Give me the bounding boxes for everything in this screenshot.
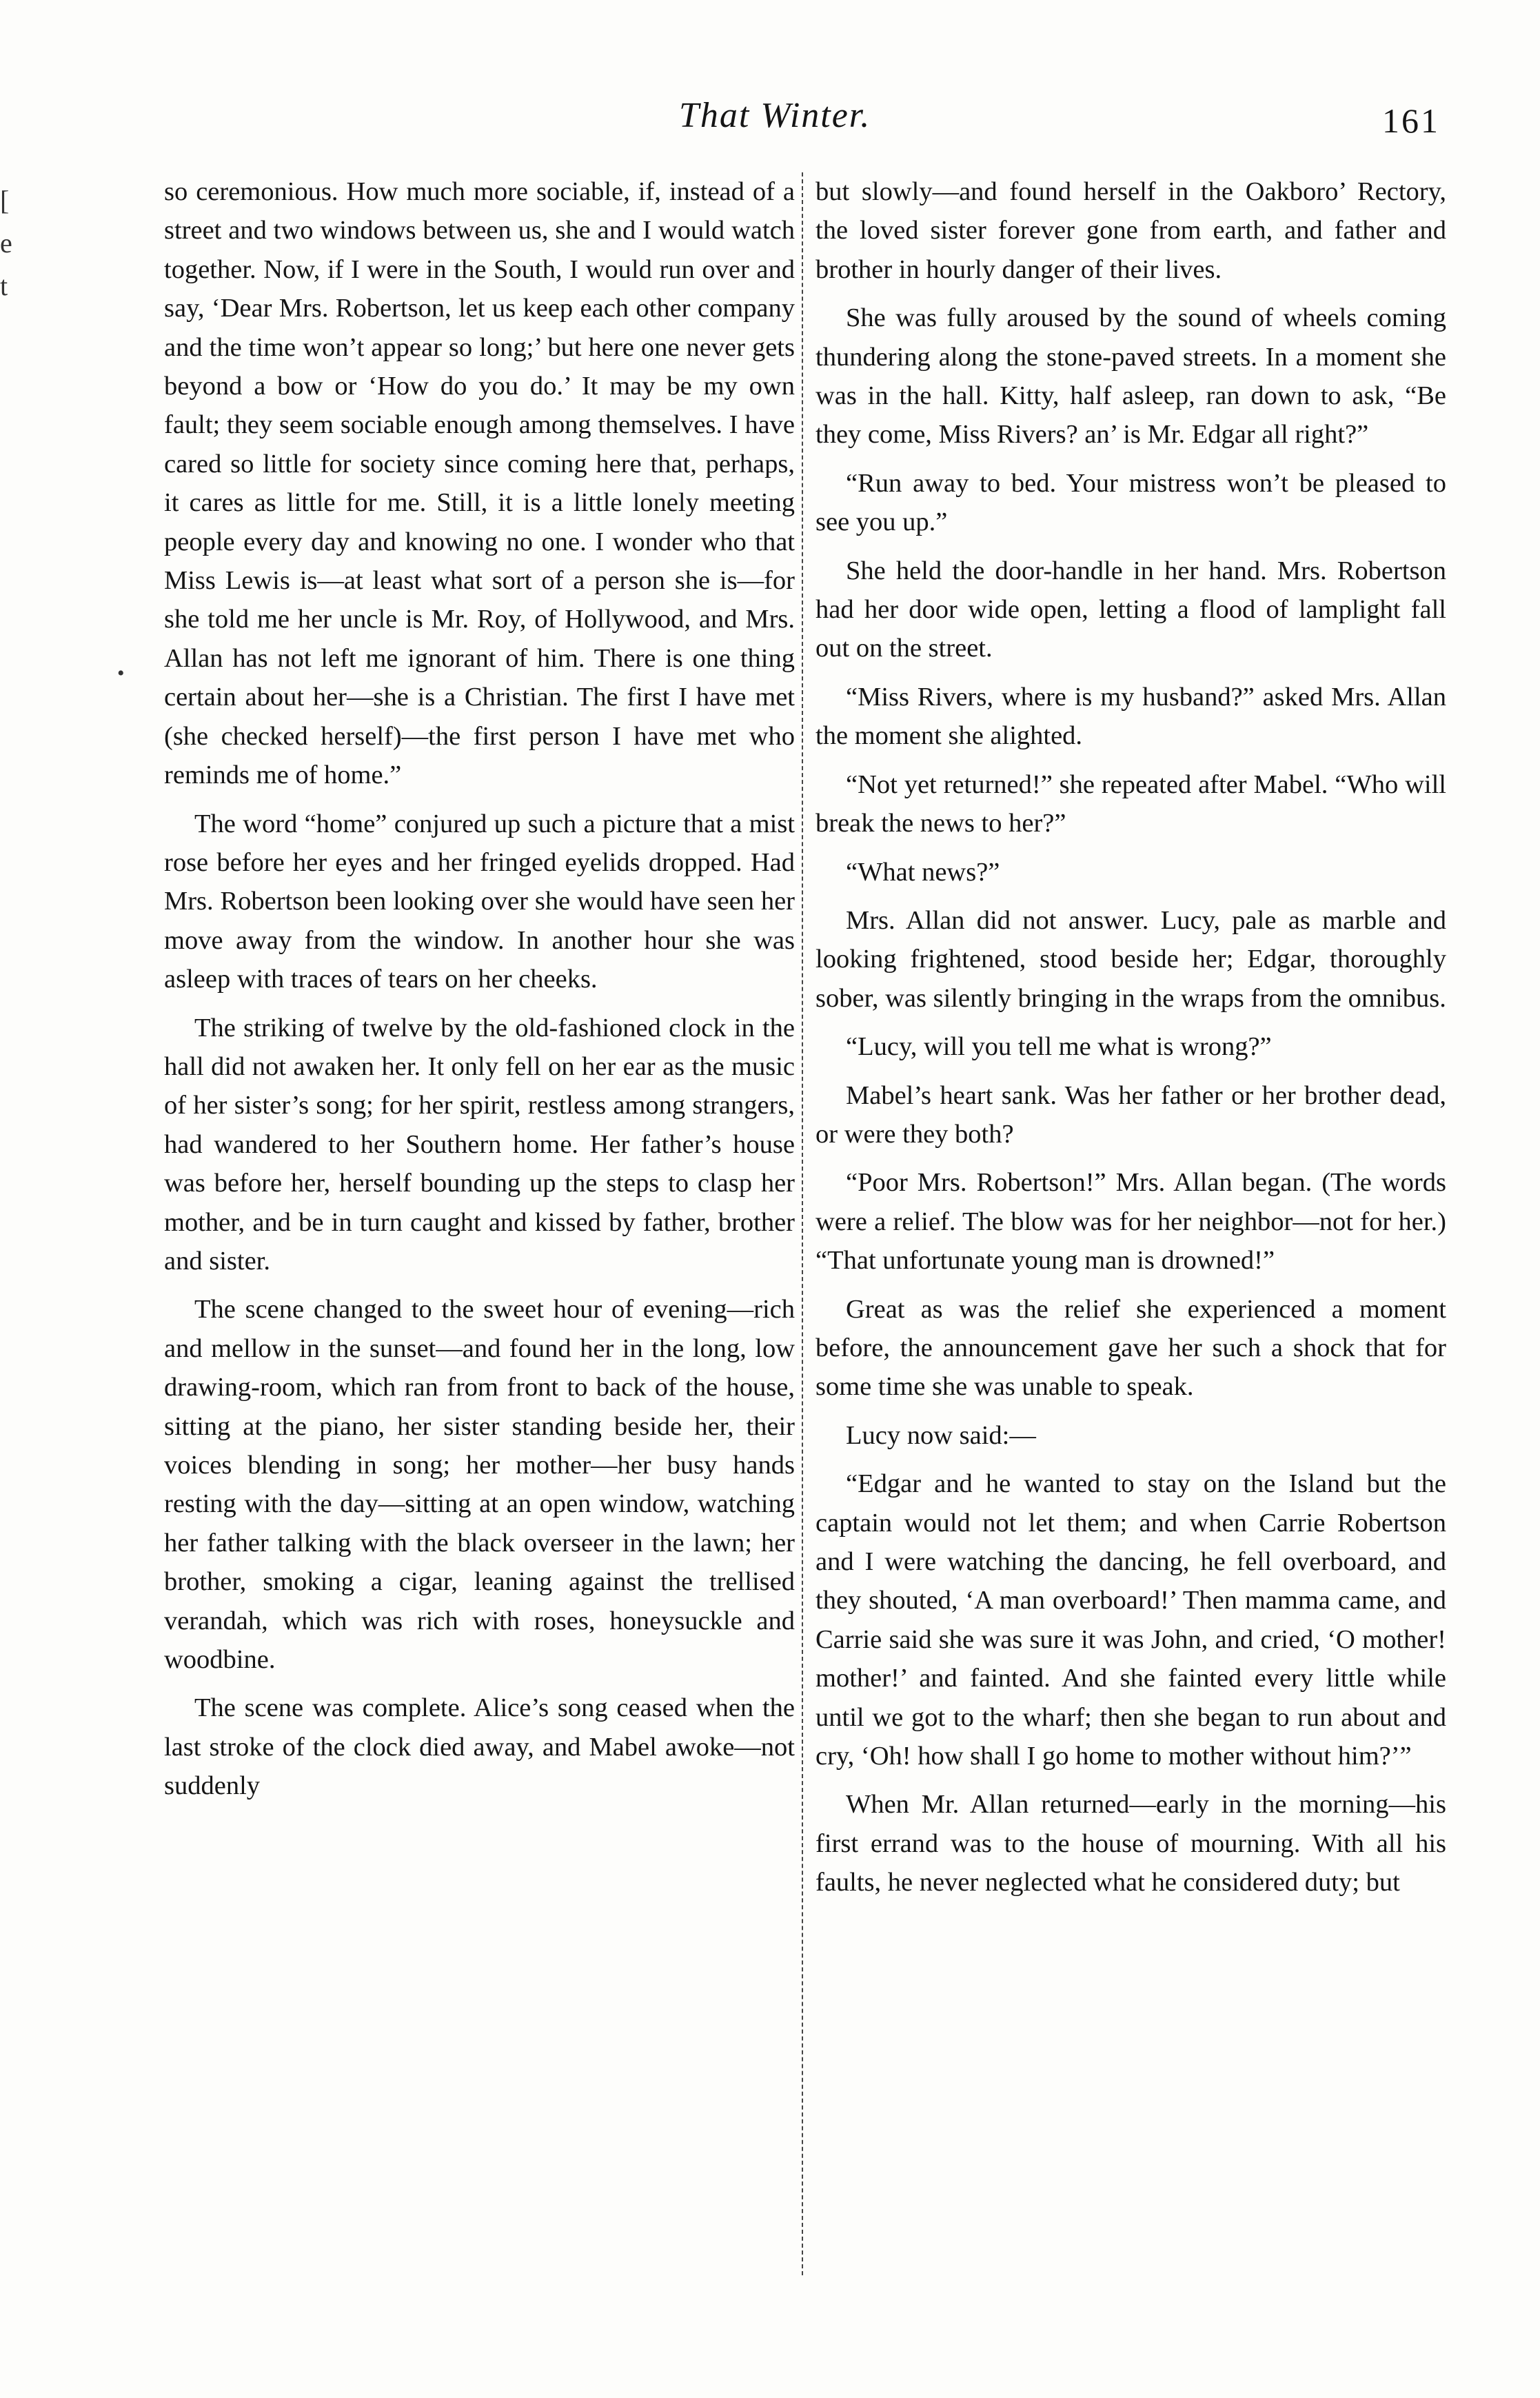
paragraph: Mabel’s heart sank. Was her father or her brother dead, or were they both? — [815, 1080, 1446, 1149]
column-divider — [802, 172, 803, 2275]
paragraph: “What news?” — [846, 857, 1000, 887]
gutter-mark: [ — [0, 185, 10, 216]
paragraph: “Run away to bed. Your mistress won’t be pleased to see you up.” — [815, 468, 1446, 537]
paragraph: but slowly—and found herself in the Oakboro’ Rectory, the loved sister forever gone from earth, and father and brother in hourly danger of their lives. — [815, 177, 1446, 284]
paragraph: “Poor Mrs. Robertson!” Mrs. Allan began. (The words were a relief. The blow was for her neighbor—not for her.) “That unfortunate young man is drowned!” — [815, 1168, 1446, 1276]
left-column — [164, 172, 795, 1815]
paragraph: The scene was complete. Alice’s song ceased when the last stroke of the clock died away, and Mabel awoke—not suddenly — [164, 1693, 795, 1801]
right-column — [815, 172, 1446, 1912]
paragraph: so ceremonious. How much more sociable, if, instead of a street and two windows between us, she and I would watch together. Now, if I were in the South, I would run over and say, ‘Dear Mrs. Robertson, let us keep each other company and the time won’t appear so long;’ but here one never gets beyond a bow or ‘How do you do.’ It may be my own fault; they seem sociable enough among themselves. I have cared so little for society since coming here that, perhaps, it cares as little for me. Still, it is a little lonely meeting people every day and knowing no one. I wonder who that Miss Lewis is—at least what sort of a person she is—for she told me her uncle is Mr. Roy, of Hollywood, and Mrs. Allan has not left me ignorant of him. There is one thing certain about her—she is a Christian. The first I have met (she checked herself)—the first person I have met who reminds me of home.” — [164, 177, 795, 790]
paragraph: The scene changed to the sweet hour of evening—rich and mellow in the sunset—and found her in the long, low drawing-room, which ran from front to back of the house, sitting at the piano, her sister standing beside her, their voices blending in song; her mother—her busy hands resting with the day—sitting at an open window, watching her father talking with the black overseer in the lawn; her brother, smoking a cigar, leaning against the trellised verandah, which was rich with roses, honeysuckle and woodbine. — [164, 1295, 795, 1675]
paragraph: “Not yet returned!” she repeated after Mabel. “Who will break the news to her?” — [815, 769, 1446, 838]
gutter-mark: e — [0, 228, 12, 259]
paragraph: Mrs. Allan did not answer. Lucy, pale as marble and looking frightened, stood beside her; Edgar, thoroughly sober, was silently bringing in the wraps from the omnibus. — [815, 905, 1446, 1013]
paragraph: “Miss Rivers, where is my husband?” asked Mrs. Allan the moment she alighted. — [815, 682, 1446, 751]
paragraph: The word “home” conjured up such a picture that a mist rose before her eyes and her fringed eyelids dropped. Had Mrs. Robertson been looking over she would have seen her move away from the window. In another hour she was asleep with traces of tears on her cheeks. — [164, 809, 795, 994]
paragraph: She held the door-handle in her hand. Mrs. Robertson had her door wide open, letting a flood of lamplight fall out on the street. — [815, 556, 1446, 663]
margin-mark: • — [117, 662, 125, 685]
paragraph: “Edgar and he wanted to stay on the Island but the captain would not let them; and when Carrie Robertson and I were watching the dancing, he fell overboard, and they shouted, ‘A man overboard!’ Then mamma came, and Carrie said she was sure it was John, and cried, ‘O mother! mother!’ and fainted. And she fainted every little while until we got to the wharf; then she began to run about and cry, ‘Oh! how shall I go home to mother without him?’” — [815, 1469, 1446, 1771]
gutter-mark: t — [0, 270, 8, 301]
page-number: 161 — [1382, 101, 1440, 140]
paragraph: “Lucy, will you tell me what is wrong?” — [846, 1032, 1272, 1062]
paragraph: When Mr. Allan returned—early in the morning—his first errand was to the house of mourning. With all his faults, he never neglected what he considered duty; but — [815, 1790, 1446, 1897]
page-header — [0, 95, 1540, 150]
gutter-marks — [0, 179, 14, 308]
running-title: That Winter. — [679, 96, 871, 135]
paragraph: The striking of twelve by the old-fashioned clock in the hall did not awaken her. It only fell on her ear as the music of her sister’s song; for her spirit, restless among strangers, had wandered to her Southern home. Her father’s house was before her, herself bounding up the steps to clasp her mother, and be in turn caught and kissed by father, brother and sister. — [164, 1013, 795, 1276]
paragraph: Great as was the relief she experienced a moment before, the announcement gave her such a shock that for some time she was unable to speak. — [815, 1294, 1446, 1402]
paragraph: Lucy now said:— — [846, 1420, 1036, 1450]
paragraph: She was fully aroused by the sound of wheels coming thundering along the stone-paved streets. In a moment she was in the hall. Kitty, half asleep, ran down to ask, “Be they come, Miss Rivers? an’ is Mr. Edgar all right?” — [815, 303, 1446, 450]
